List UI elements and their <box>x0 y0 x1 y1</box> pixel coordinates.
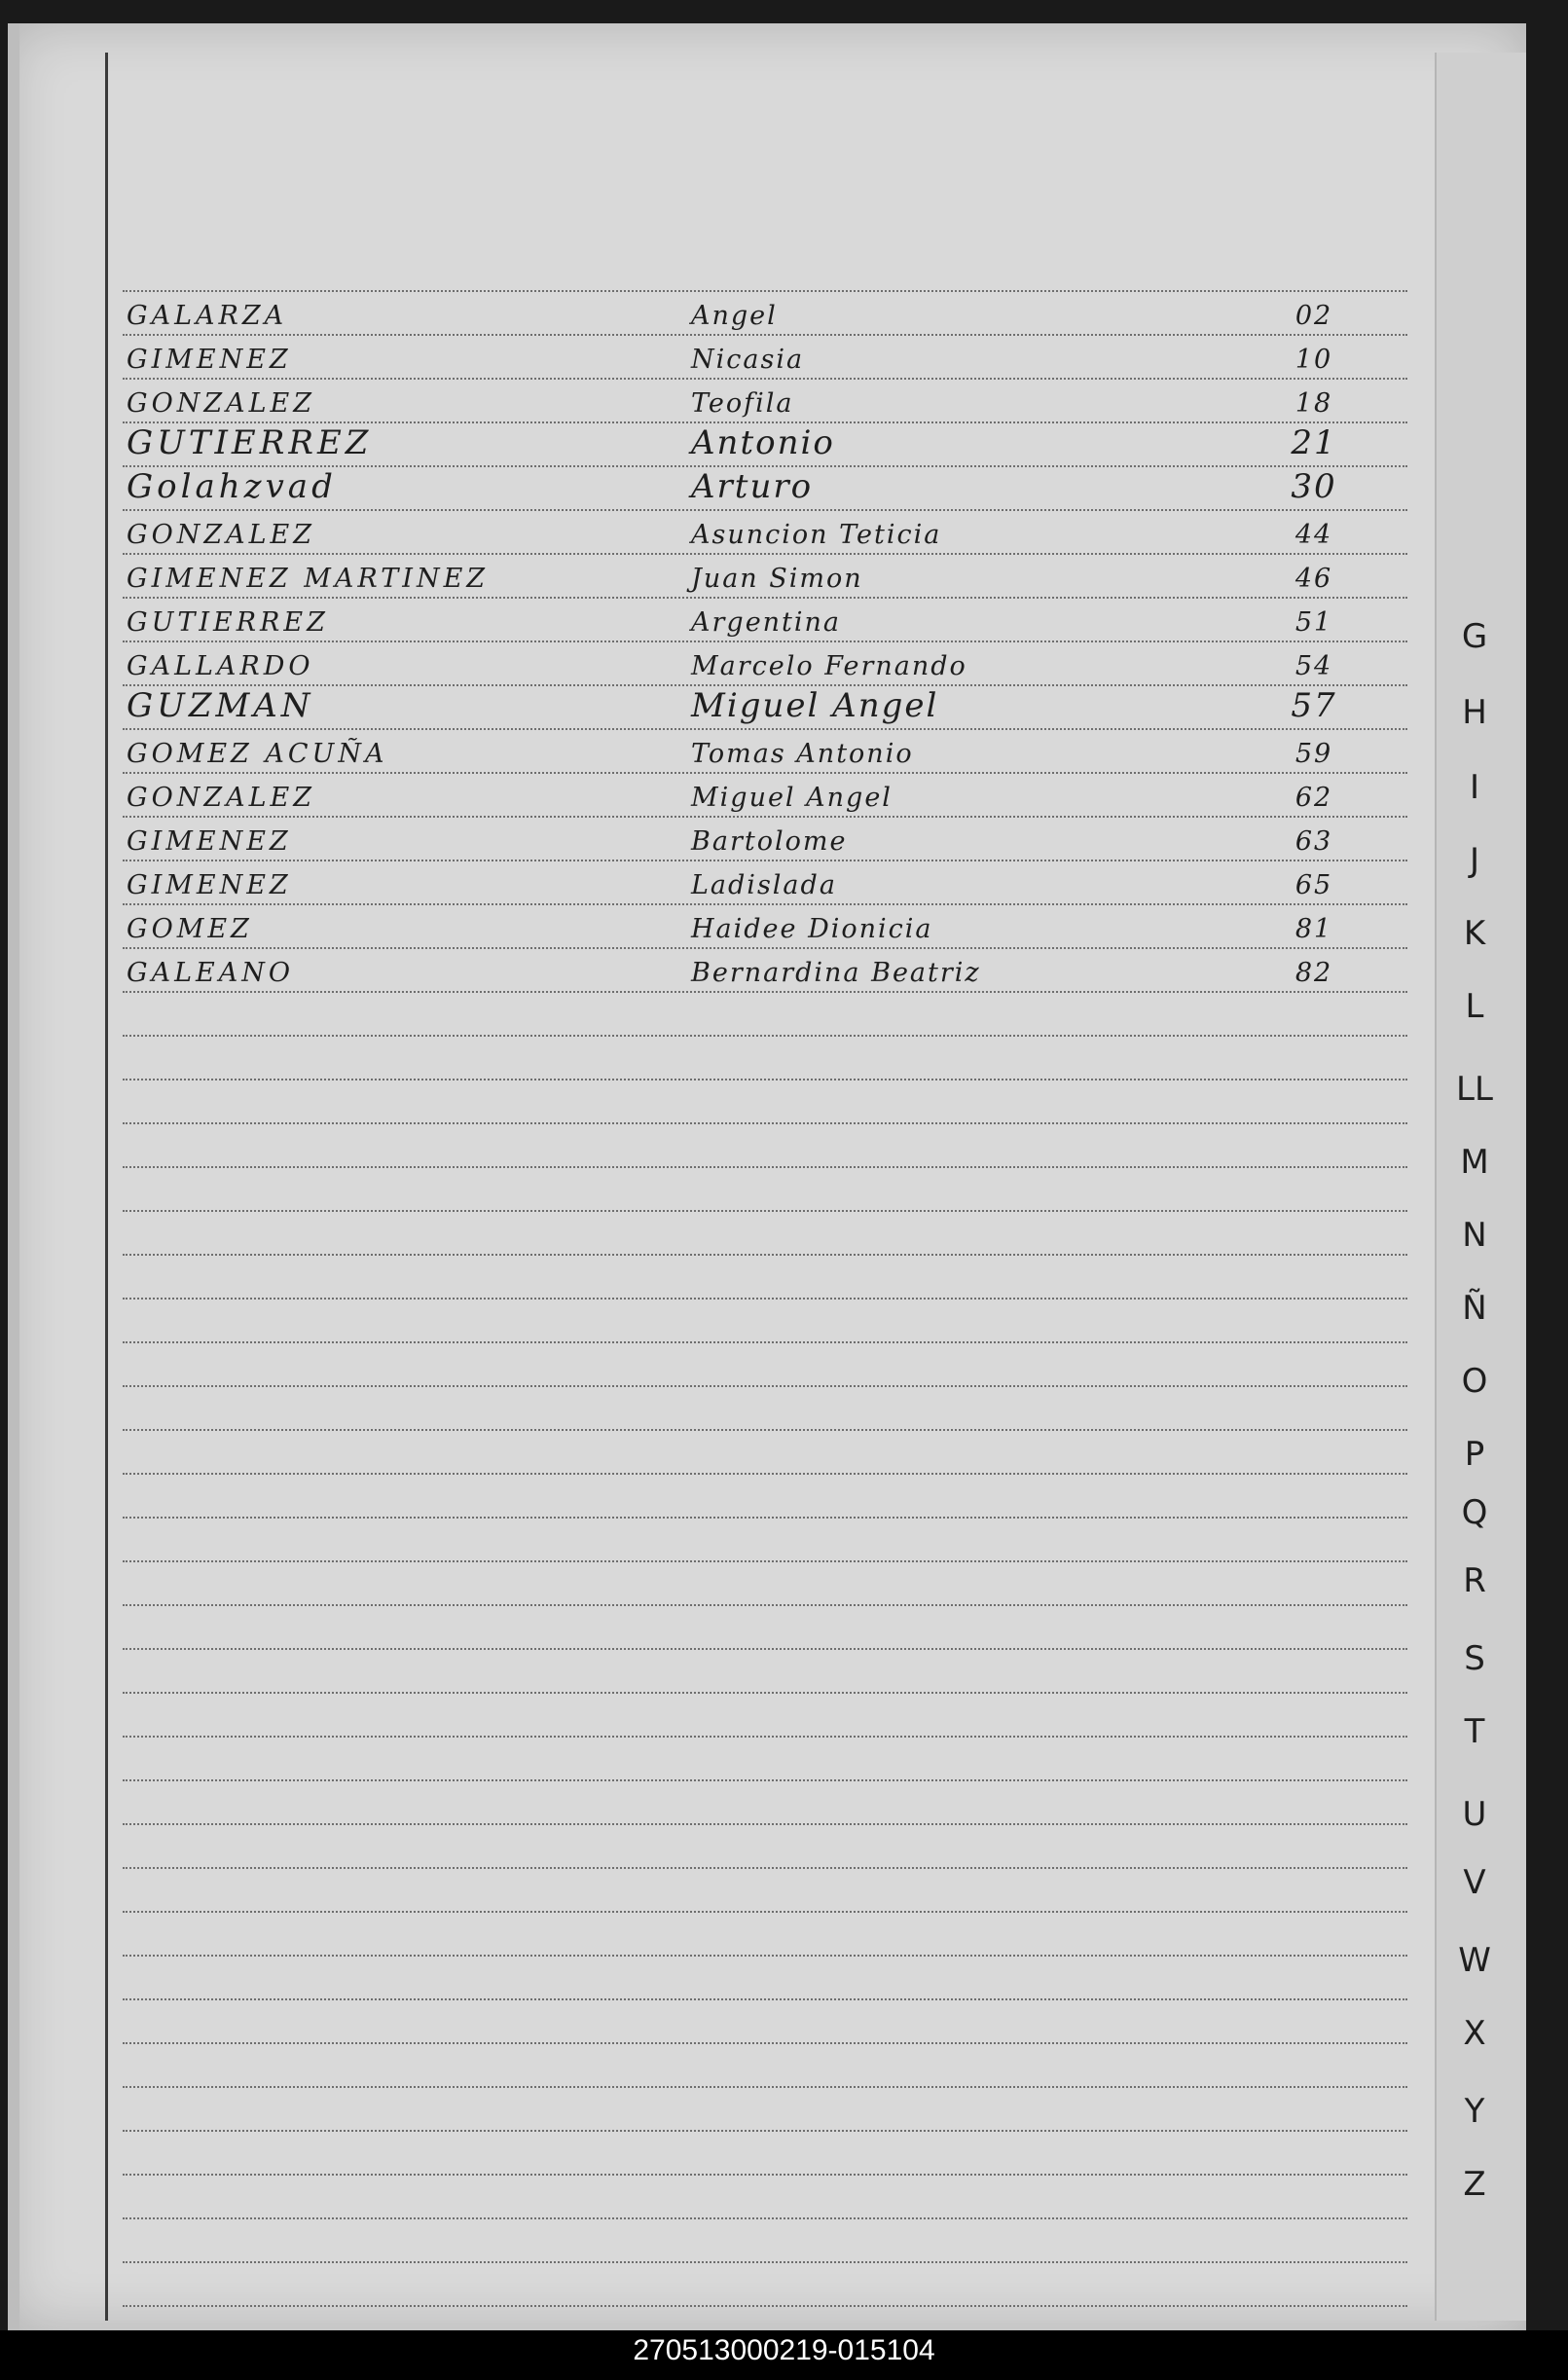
index-entry <box>8 380 1429 422</box>
index-entry <box>8 599 1429 641</box>
index-entry <box>8 686 1429 729</box>
entry-surname: GIMENEZ <box>127 345 292 375</box>
entry-page-number: 30 <box>1291 467 1337 506</box>
entry-given-name: Argentina <box>691 607 842 638</box>
entry-page-number: 54 <box>1295 651 1333 681</box>
index-tab-letter: O <box>1461 1362 1488 1401</box>
index-tab-letter: Ñ <box>1462 1289 1487 1328</box>
index-tab-letter: P <box>1464 1435 1485 1474</box>
entry-surname: GONZALEZ <box>127 783 315 813</box>
index-tab-letter: N <box>1462 1216 1487 1255</box>
index-tab-letter: LL <box>1456 1070 1493 1109</box>
entry-given-name: Miguel Angel <box>691 686 939 725</box>
index-entry <box>8 905 1429 948</box>
index-entry <box>8 467 1429 510</box>
index-tab-letter: G <box>1461 617 1488 656</box>
entry-page-number: 46 <box>1295 564 1333 594</box>
entry-surname: GUTIERREZ <box>127 423 373 462</box>
index-entry <box>8 730 1429 773</box>
index-tab-letter: W <box>1458 1941 1491 1980</box>
index-tab-letter: V <box>1463 1863 1486 1902</box>
entry-surname: GOMEZ ACUÑA <box>127 739 388 769</box>
index-tab-letter: Y <box>1464 2092 1485 2131</box>
entry-page-number: 18 <box>1295 388 1333 419</box>
entry-page-number: 51 <box>1295 607 1333 638</box>
entry-surname: Golahzvad <box>127 467 337 506</box>
entry-given-name: Bernardina Beatriz <box>691 958 981 988</box>
entry-surname: GIMENEZ <box>127 870 292 900</box>
entry-given-name: Tomas Antonio <box>691 739 914 769</box>
entry-given-name: Antonio <box>691 423 835 462</box>
index-tab-letter: K <box>1463 914 1486 953</box>
entry-given-name: Nicasia <box>691 345 805 375</box>
entry-page-number: 81 <box>1295 914 1333 944</box>
entry-surname: GUZMAN <box>127 686 314 725</box>
entry-surname: GOMEZ <box>127 914 253 944</box>
entry-surname: GALEANO <box>127 958 294 988</box>
index-entry <box>8 949 1429 992</box>
index-tab-letter: M <box>1460 1143 1489 1182</box>
index-tab-letter: S <box>1464 1639 1485 1678</box>
entry-given-name: Angel <box>691 301 778 331</box>
document-id-label: 270513000219-015104 <box>633 2334 935 2366</box>
alphabet-index-tabs <box>1435 53 1526 2321</box>
entry-surname: GALARZA <box>127 301 288 331</box>
entry-page-number: 59 <box>1295 739 1333 769</box>
index-entry <box>8 774 1429 817</box>
index-tab-letter: L <box>1465 987 1484 1026</box>
entry-surname: GALLARDO <box>127 651 314 681</box>
index-tab-letter: T <box>1464 1712 1485 1751</box>
entry-page-number: 21 <box>1291 423 1337 462</box>
entry-given-name: Haidee Dionicia <box>691 914 933 944</box>
entry-page-number: 65 <box>1295 870 1333 900</box>
index-tab-letter: Q <box>1461 1493 1488 1532</box>
entry-given-name: Asuncion Teticia <box>691 520 942 550</box>
index-entry <box>8 861 1429 904</box>
index-entries <box>8 23 1526 2330</box>
index-entry <box>8 511 1429 554</box>
index-tab-letter: U <box>1462 1795 1487 1834</box>
index-entry <box>8 642 1429 685</box>
entry-given-name: Miguel Angel <box>691 783 893 813</box>
entry-given-name: Marcelo Fernando <box>691 651 967 681</box>
index-tab-letter: H <box>1462 693 1487 732</box>
index-tab-letter: J <box>1469 841 1480 880</box>
entry-page-number: 62 <box>1295 783 1333 813</box>
index-entry <box>8 336 1429 379</box>
entry-page-number: 02 <box>1295 301 1333 331</box>
entry-given-name: Juan Simon <box>691 564 863 594</box>
entry-surname: GONZALEZ <box>127 520 315 550</box>
entry-page-number: 57 <box>1291 686 1337 725</box>
entry-given-name: Ladislada <box>691 870 837 900</box>
index-tab-letter: X <box>1463 2014 1486 2053</box>
entry-page-number: 44 <box>1295 520 1333 550</box>
entry-surname: GIMENEZ MARTINEZ <box>127 564 490 594</box>
entry-page-number: 10 <box>1295 345 1333 375</box>
entry-given-name: Teofila <box>691 388 794 419</box>
entry-given-name: Bartolome <box>691 826 848 857</box>
index-entry <box>8 555 1429 598</box>
entry-page-number: 63 <box>1295 826 1333 857</box>
notebook-page <box>8 23 1526 2330</box>
entry-surname: GONZALEZ <box>127 388 315 419</box>
index-tab-letter: I <box>1469 768 1480 807</box>
index-tab-letter: Z <box>1463 2165 1486 2204</box>
entry-surname: GIMENEZ <box>127 826 292 857</box>
index-entry <box>8 423 1429 466</box>
entry-page-number: 82 <box>1295 958 1333 988</box>
entry-given-name: Arturo <box>691 467 814 506</box>
index-tab-letter: R <box>1463 1561 1486 1600</box>
entry-surname: GUTIERREZ <box>127 607 329 638</box>
index-entry <box>8 818 1429 860</box>
index-entry <box>8 292 1429 335</box>
